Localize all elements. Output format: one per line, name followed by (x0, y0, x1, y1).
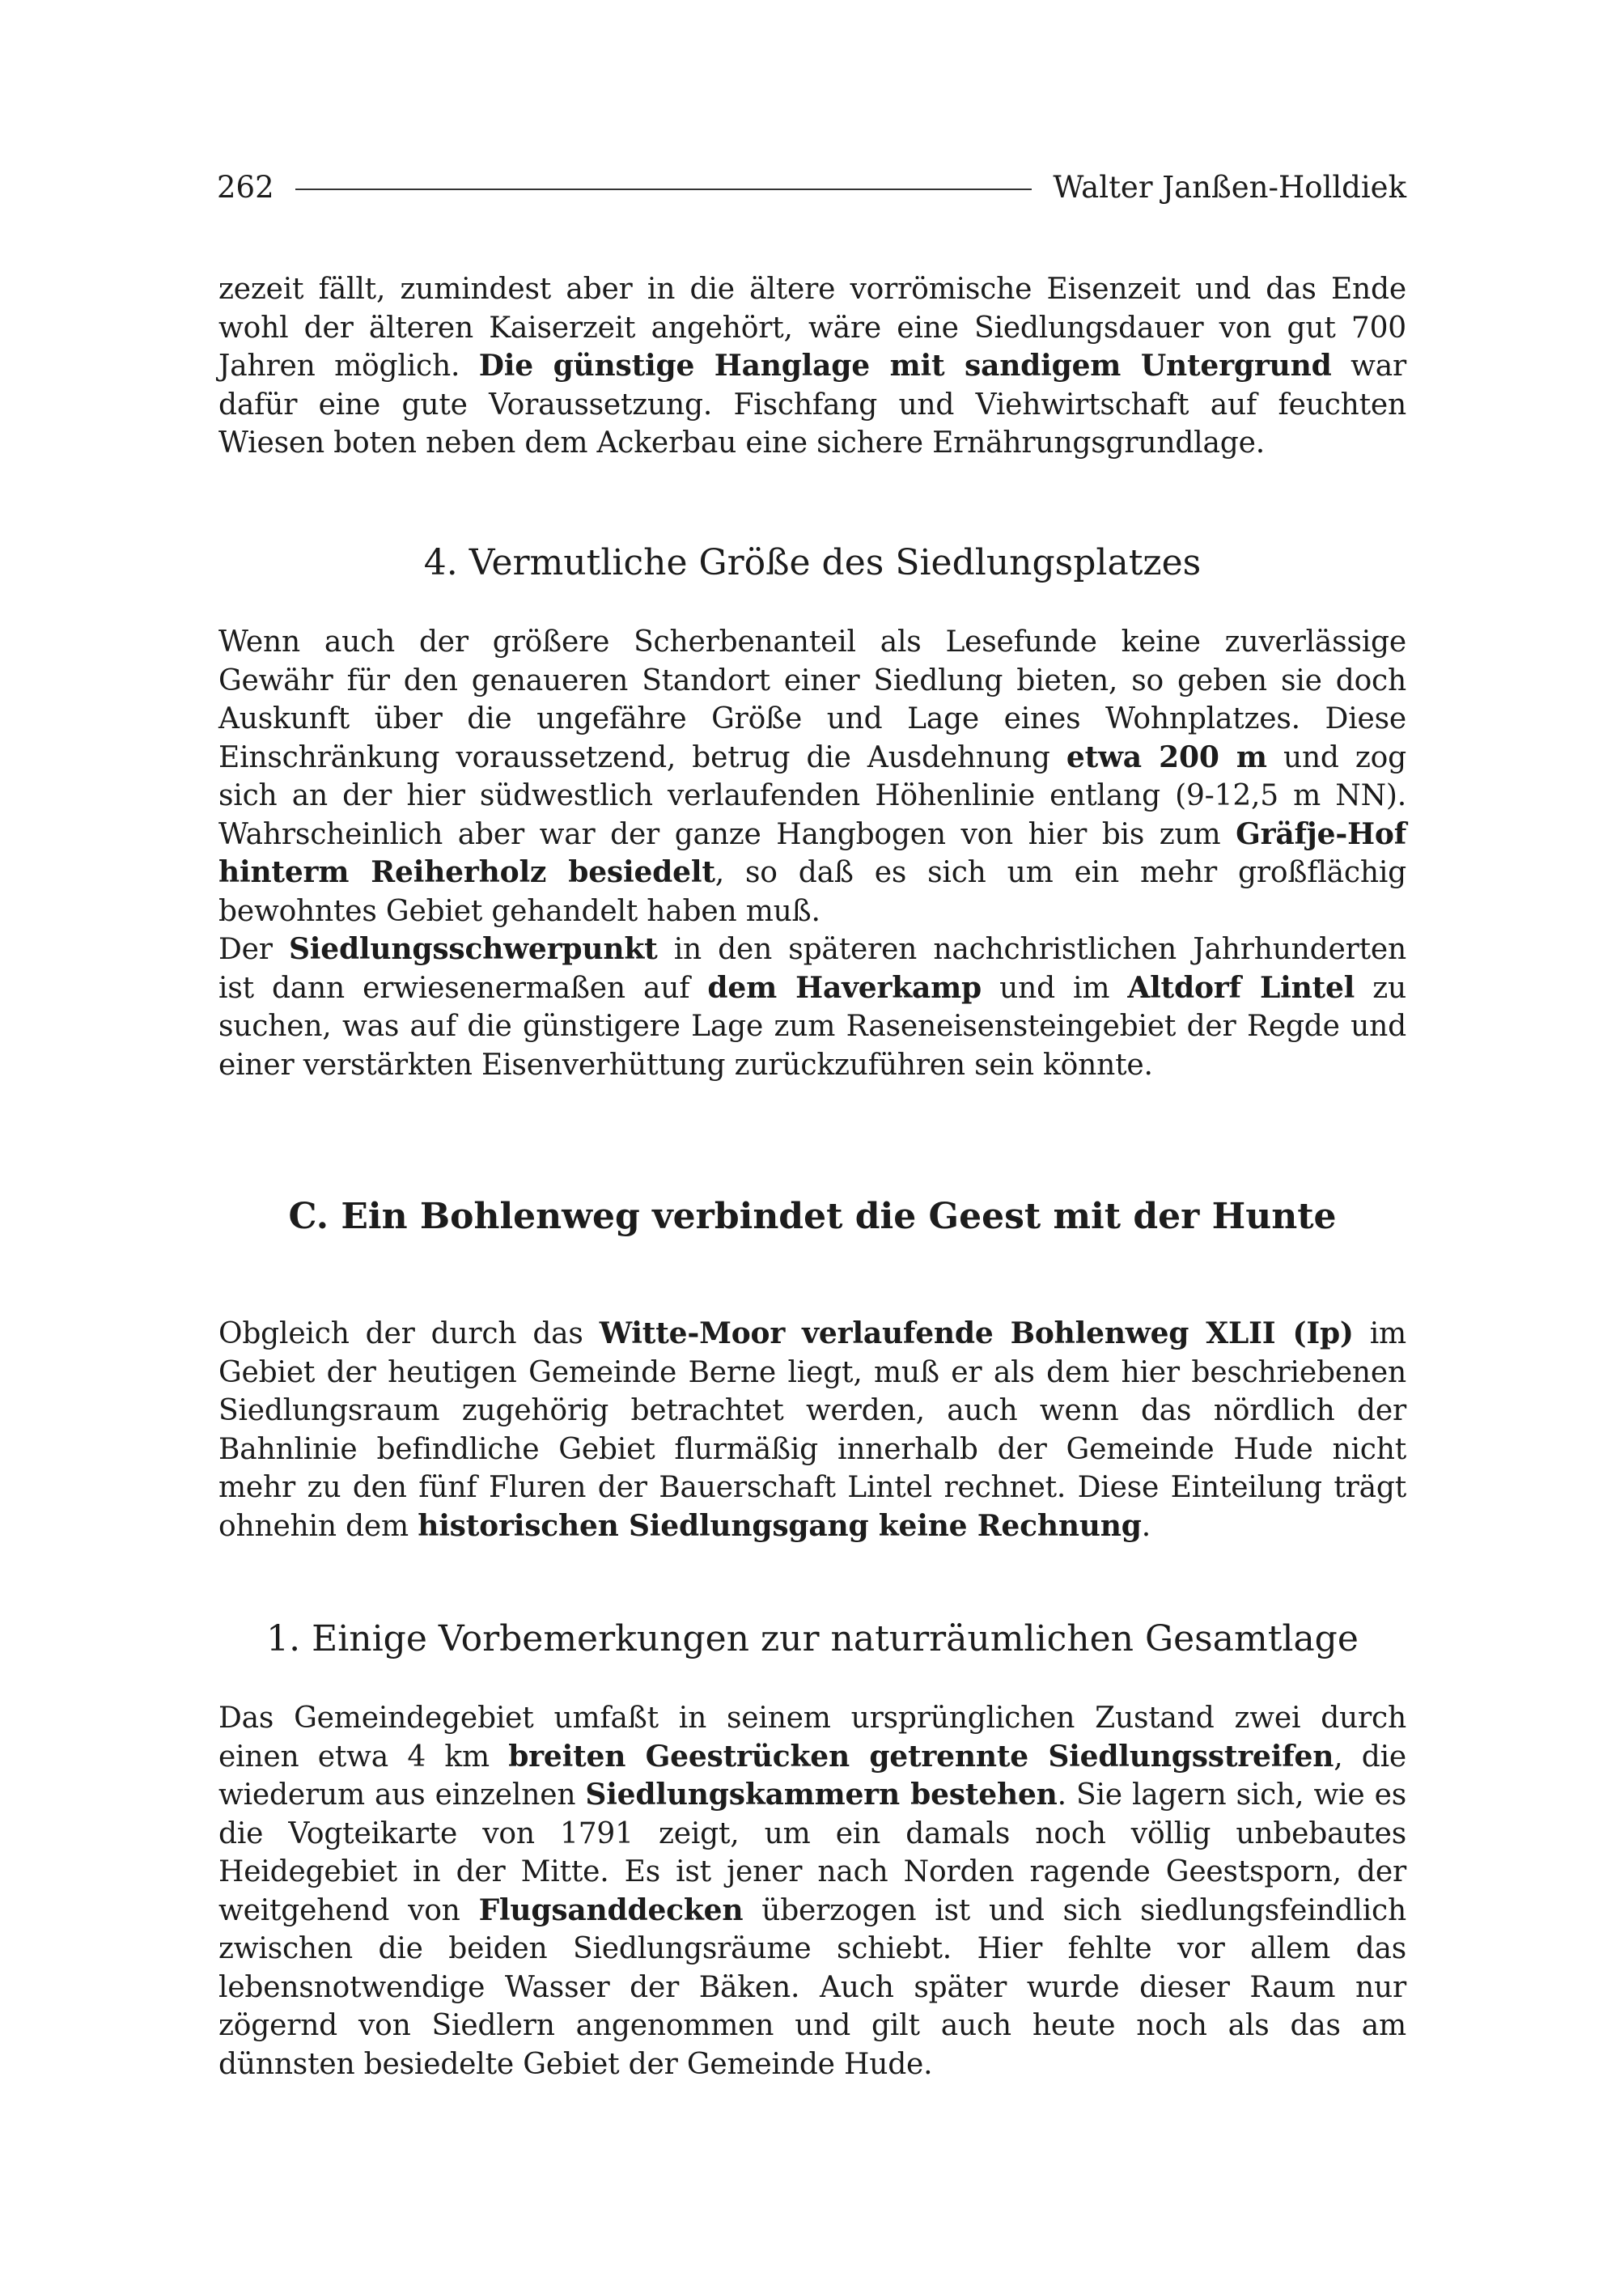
bold-run: Die günstige Hanglage mit sandigem Untergrund (478, 349, 1332, 383)
text-run: in den späteren nachchristlichen Jahrhunderten ist dann erwiesenermaßen auf (218, 933, 1406, 1005)
bold-run: historischen Siedlungsgang keine Rechnung (418, 1508, 1142, 1543)
paragraph-settlement-duration (218, 270, 1406, 463)
page-number: 262 (217, 169, 274, 205)
running-head (217, 167, 1406, 207)
paragraph-focus (218, 930, 1406, 1084)
text-run: Der (218, 933, 289, 966)
text-run: Das Gemeindegebiet umfaßt in seinem ursprünglichen Zustand zwei durch einen etwa 4 km (218, 1702, 1406, 1774)
paragraph-extent (218, 623, 1406, 930)
text-run: Wenn auch der größere Scherbenanteil als Lesefunde keine zuverlässige Gewähr für den genaueren Standort einer Siedlung bieten, so geben sie doch Auskunft über die ungefähre Größe und Lage eines Wohnplatzes. Diese Einschränkung voraussetzend, betrug die Ausdehnung (218, 625, 1406, 774)
bold-run: breiten Geestrücken getrennte Siedlungsstreifen (508, 1739, 1334, 1774)
bold-run: Gräfje-Hof hinterm Reiherholz besiedelt (218, 816, 1406, 889)
paragraph-natural-setting (218, 1699, 1406, 2083)
section-heading-4: 4. Vermutliche Größe des Siedlungsplatzes (423, 542, 1202, 583)
text-run: war dafür eine gute Voraussetzung. Fischfang und Viehwirtschaft auf feuchten Wiesen boten neben dem Ackerbau eine sichere Ernährungsgrundlage. (218, 350, 1406, 460)
bold-run: etwa 200 m (1066, 740, 1267, 774)
text-run: . Sie lagern sich, wie es die Vogteikarte von 1791 zeigt, um ein damals noch völlig unbebautes Heidegebiet in der Mitte. Es ist jener nach Norden ragende Geestsporn, der weitgehend von (218, 1778, 1406, 1927)
paragraph-bohlenweg (218, 1315, 1406, 1545)
paragraph-settlement-size (218, 623, 1406, 1084)
text-run: . (1141, 1509, 1151, 1543)
text-run: und im (982, 971, 1128, 1005)
header-rule (295, 189, 1032, 190)
text-run: überzogen ist und sich siedlungsfeindlich zwischen die beiden Siedlungsräume schiebt. Hier fehlte vor allem das lebensnotwendige Wasser der Bäken. Auch später wurde dieser Raum nur zögernd von Siedlern angenommen und gilt auch heute noch als das am dünnsten besiedelte Gebiet der Gemeinde Hude. (218, 1893, 1406, 2081)
chapter-heading-c: C. Ein Bohlenweg verbindet die Geest mit der Hunte (288, 1196, 1337, 1237)
section-heading-1: 1. Einige Vorbemerkungen zur naturräumlichen Gesamtlage (266, 1618, 1359, 1659)
running-head-author: Walter Janßen-Holldiek (1053, 169, 1406, 205)
text-run: zu suchen, was auf die günstigere Lage zum Raseneisensteingebiet der Regde und einer verstärkten Eisenverhüttung zurückzuführen sein könnte. (218, 971, 1407, 1082)
bold-run: dem Haverkamp (707, 970, 982, 1005)
text-run: zezeit fällt, zumindest aber in die ältere vorrömische Eisenzeit und das Ende wohl der älteren Kaiserzeit angehört, wäre eine Siedlungsdauer von gut 700 Jahren möglich. (218, 273, 1406, 383)
bold-run: Siedlungskammern bestehen (585, 1778, 1058, 1812)
bold-run: Siedlungsschwerpunkt (288, 932, 658, 966)
text-run: , die wiederum aus einzelnen (218, 1740, 1406, 1812)
bold-run: Flugsanddecken (478, 1892, 744, 1927)
text-run: und zog sich an der hier südwestlich verlaufenden Höhenlinie entlang (9-12,5 m NN). Wahrscheinlich aber war der ganze Hangbogen von hier bis zum (218, 740, 1406, 851)
bold-run: Altdorf Lintel (1127, 970, 1355, 1005)
bold-run: Witte-Moor verlaufende Bohlenweg XLII (Ip) (599, 1316, 1354, 1350)
text-run: im Gebiet der heutigen Gemeinde Berne liegt, muß er als dem hier beschriebenen Siedlungsraum zugehörig betrachtet werden, auch wenn das nördlich der Bahnlinie befindliche Gebiet flurmäßig innerhalb der Gemeinde Hude nicht mehr zu den fünf Fluren der Bauerschaft Lintel rechnet. Diese Einteilung trägt ohnehin dem (218, 1317, 1406, 1543)
text-run: Obgleich der durch das (218, 1317, 600, 1350)
text-run: , so daß es sich um ein mehr großflächig bewohntes Gebiet gehandelt haben muß. (218, 856, 1407, 928)
